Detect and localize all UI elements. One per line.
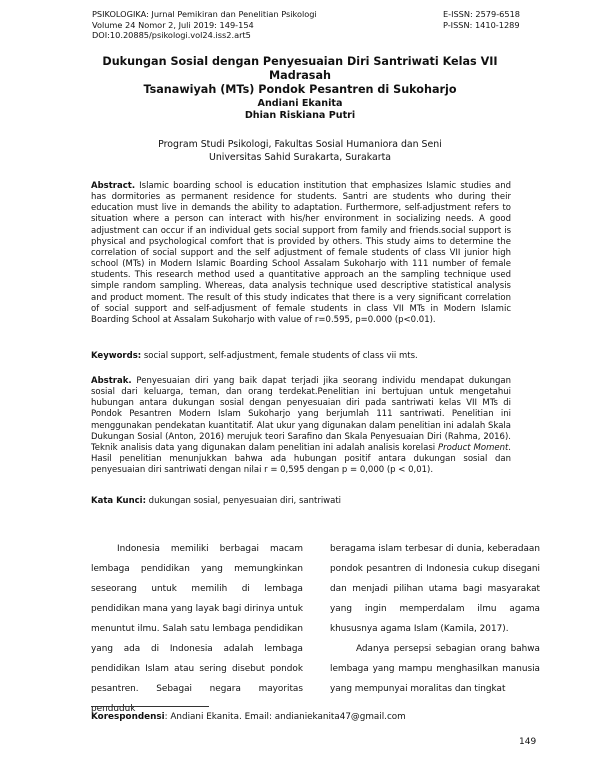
paper-title — [80, 55, 520, 97]
body-paragraph-1-cont: beragama islam terbesar di dunia, keberadaan pondok pesantren di Indonesia cukup disegani dan menjadi pilihan utama bagi masyarakat yang ingin memperdalam ilmu agama khususnya agama Islam (Kamila, 2017). — [330, 544, 540, 634]
keywords-id-label: Kata Kunci: — [91, 496, 146, 506]
correspondence-note — [91, 712, 406, 723]
body-paragraph-1: Indonesia memiliki berbagai macam lembaga pendidikan yang memungkinkan seseorang untuk memilih di lembaga pendidikan mana yang layak bagi dirinya untuk menuntut ilmu. Salah satu lembaga pendidikan yang ada di Indonesia adalah lembaga pendidikan Islam atau sering disebut pondok pesantren. Sebagai negara mayoritas penduduk — [91, 544, 303, 714]
title-line-2: Tsanawiyah (MTs) Pondok Pesantren di Sukoharjo — [143, 83, 457, 96]
abstract-id-text-2: . Hasil penelitian menunjukkan bahwa ada hubungan positif antara dukungan sosial dan penyesuaian diri santriwati dengan nilai r = 0,595 dengan p = 0,000 (p < 0,01). — [91, 442, 511, 476]
author-1: Andiani Ekanita — [257, 98, 343, 109]
keywords-en-label: Keywords: — [91, 351, 142, 361]
journal-header — [92, 9, 317, 41]
journal-name: PSIKOLOGIKA: Jurnal Pemikiran dan Penelitian Psikologi — [92, 9, 317, 19]
keywords-id-text: dukungan sosial, penyesuaian diri, santriwati — [145, 496, 342, 506]
correspondence-text: : Andiani Ekanita. Email: andianiekanita47@gmail.com — [164, 712, 406, 722]
affiliation — [80, 139, 520, 164]
abstract-id-label: Abstrak. — [91, 376, 132, 386]
title-line-1: Dukungan Sosial dengan Penyesuaian Diri Santriwati Kelas VII Madrasah — [102, 55, 498, 82]
eissn: E-ISSN: 2579-6518 — [442, 9, 520, 19]
keywords-indonesian — [91, 496, 511, 507]
pissn: P-ISSN: 1410-1289 — [442, 19, 520, 30]
correspondence-label: Korespondensi — [91, 712, 165, 722]
body-column-left — [91, 539, 303, 719]
journal-doi: DOI:10.20885/psikologi.vol24.iss2.art5 — [92, 30, 251, 40]
abstract-indonesian — [91, 376, 511, 476]
abstract-id-text-1: Penyesuaian diri yang baik dapat terjadi jika seorang individu mendapat dukungan sosial dari keluarga, teman, dan orang terdekat.Penelitian ini bertujuan untuk mengetahui hubungan antara dukungan sosial dengan penyesuaian diri pada santriwati kelas VII MTs di Pondok Pesantren Modern Islam Sukoharjo yang berjumlah 111 santriwati. Penelitian ini menggunakan pendekatan kuantitatif. Alat ukur yang digunakan dalam penelitian ini adalah Skala Dukungan Sosial (Anton, 2016) merujuk teori Sarafino dan Skala Penyesuaian Diri (Rahma, 2016). Teknik analisis data yang digunakan dalam penelitian ini adalah analisis korelasi — [91, 376, 511, 453]
affiliation-line-2: Universitas Sahid Surakarta, Surakarta — [208, 151, 392, 163]
journal-volume: Volume 24 Nomor 2, Juli 2019: 149-154 — [92, 19, 254, 30]
body-paragraph-2: Adanya persepsi sebagian orang bahwa lembaga yang mampu menghasilkan manusia yang mempunyai moralitas dan tingkat — [330, 644, 540, 694]
abstract-en-text: Islamic boarding school is education institution that emphasizes Islamic studies and has dormitories as permanent residence for students. Santri are students who during their education must live in demands the ability to adaptation. Furthermore, self-adjustment refers to situation where a person can interact with his/her environment in socializing needs. A good adjustment can occur if an individual gets social support from family and friends.social support is physical and psychological comfort that is provided by others. This study aims to determine the correlation of social support and the self adjustment of female students of class VII junior high school (MTs) in Modern Islamic Boarding School Assalam Sukoharjo with 111 number of female students. This research method used a quantitative approach an the sampling technique used simple random sampling. Whereas, data analysis technique used descriptive statistical analysis and product moment. The result of this study indicates that there is a very significant correlation of social support and self-adjusment of female students in class VII MTs in Modern Islamic Boarding School at Assalam Sukoharjo with value of r=0.595, p=0.000 (p<0.01). — [91, 181, 511, 325]
author-list — [80, 98, 520, 122]
issn-block — [443, 9, 520, 30]
abstract-id-italic: Product Moment — [438, 442, 509, 453]
abstract-english — [91, 181, 511, 326]
affiliation-line-1: Program Studi Psikologi, Fakultas Sosial Humaniora dan Seni — [158, 139, 442, 150]
keywords-english — [91, 351, 511, 362]
keywords-en-text: social support, self-adjustment, female students of class vii mts. — [141, 351, 418, 361]
body-column-right — [330, 539, 540, 699]
abstract-en-label: Abstract. — [91, 181, 136, 191]
page-number: 149 — [519, 737, 537, 747]
author-2: Dhian Riskiana Putri — [244, 110, 356, 121]
footnote-divider — [91, 706, 209, 707]
